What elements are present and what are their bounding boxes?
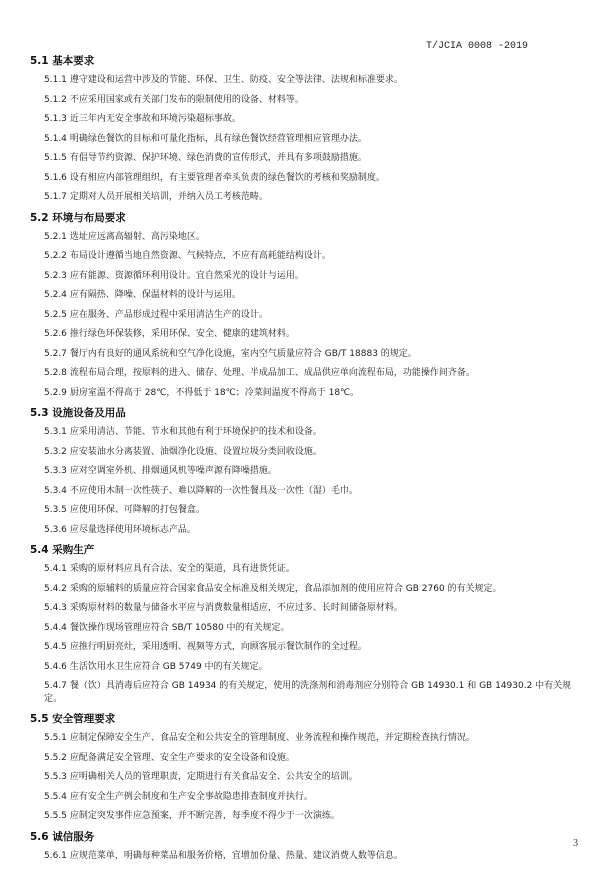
clause-5-5-2 <box>44 752 582 765</box>
clause-number: 5.2.9 <box>44 387 67 398</box>
clause-text: 应在服务、产品形成过程中采用清洁生产的设计。 <box>69 309 268 320</box>
clause-number: 5.2.2 <box>44 251 67 261</box>
clause-text: 应尽量选择使用环境标志产品。 <box>69 524 196 535</box>
clause-text: 采购原材料的数量与储备水平应与消费数量相适应，不应过多、长时间储备原材料。 <box>69 603 403 613</box>
section-heading: 5.3 设施设备及用品 <box>30 407 126 419</box>
clause-number: 5.1.2 <box>44 94 67 105</box>
clause-5-1-1 <box>44 74 582 87</box>
section-5-1 <box>30 54 582 204</box>
clause-5-1-4 <box>44 133 582 146</box>
clause-5-1-5 <box>44 152 582 165</box>
clause-5-2-2 <box>44 250 582 263</box>
clause-number: 5.1.6 <box>44 172 67 183</box>
clause-number: 5.1.4 <box>44 133 67 144</box>
clause-number: 5.5.3 <box>44 772 67 782</box>
clause-number: 5.2.3 <box>44 270 67 281</box>
section-5-2 <box>30 211 582 400</box>
clause-5-1-3 <box>44 113 582 126</box>
clause-number: 5.3.4 <box>44 485 67 496</box>
clause-5-4-3 <box>44 602 582 615</box>
clause-5-2-9 <box>44 387 582 400</box>
clause-text: 应对空调室外机、排烟通风机等噪声源有降噪措施。 <box>69 466 277 476</box>
document-code: T/JCIA 0008 -2019 <box>425 41 528 52</box>
clause-text: 应有安全生产例会制度和生产安全事故隐患排查制度并执行。 <box>69 791 313 802</box>
clause-text: 明确绿色餐饮的目标和可量化指标，具有绿色餐饮经营管理相应管理办法。 <box>69 133 367 144</box>
clause-5-3-2 <box>44 446 582 459</box>
clause-5-4-6 <box>44 661 582 674</box>
section-heading: 5.1 基本要求 <box>30 55 95 67</box>
clause-text: 餐厅内有良好的通风系统和空气净化设施，室内空气质量应符合 GB/T 18883 的规定。 <box>69 348 417 359</box>
clause-text: 应有能源、资源循环利用设计。宜自然采光的设计与运用。 <box>69 270 304 281</box>
clause-5-2-3 <box>44 270 582 283</box>
clause-number: 5.4.5 <box>44 642 67 652</box>
clause-5-1-6 <box>44 172 582 185</box>
clause-text: 应明确相关人员的管理职责，定期进行有关食品安全、公共安全的培训。 <box>69 772 358 782</box>
clause-5-4-4 <box>44 622 582 635</box>
clause-number: 5.6.1 <box>44 850 67 861</box>
clause-5-2-4 <box>44 289 582 302</box>
clause-text: 采购的原辅料的质量应符合国家食品安全标准及相关规定，食品添加剂的使用应符合 GB 2760 的有关规定。 <box>69 583 502 594</box>
clause-text: 餐饮操作现场管理应符合 SB/T 10580 中的有关规定。 <box>69 622 290 633</box>
clause-text: 设有相应内部管理组织，有主要管理者牵头负责的绿色餐饮的考核和奖励制度。 <box>69 172 385 183</box>
clause-text: 应推行明厨亮灶，采用透明、视频等方式，向顾客展示餐饮制作的全过程。 <box>69 642 367 652</box>
section-5-6 <box>30 830 582 863</box>
clause-5-3-6 <box>44 524 582 537</box>
clause-text: 应制定保障安全生产、食品安全和公共安全的管理制度、业务流程和操作规范，并定期检查执行情况。 <box>69 733 475 743</box>
clause-text: 应配备满足安全管理、安全生产要求的安全设备和设施。 <box>69 752 295 763</box>
clause-number: 5.4.6 <box>44 661 67 672</box>
clause-5-3-4 <box>44 485 582 498</box>
clause-5-4-5 <box>44 641 582 654</box>
clause-text: 应有隔热、降噪、保温材料的设计与运用。 <box>69 290 241 300</box>
document-body <box>30 54 582 869</box>
clause-number: 5.2.5 <box>44 309 67 320</box>
clause-number: 5.1.7 <box>44 192 67 202</box>
clause-5-2-1 <box>44 231 582 244</box>
clause-text: 应制定突发事件应急预案，并不断完善，每季度不得少于一次演练。 <box>69 811 340 821</box>
clause-number: 5.5.1 <box>44 733 67 743</box>
clause-text: 应安装油水分离装置、油烟净化设施、设置垃圾分类回收设施。 <box>69 446 322 457</box>
section-5-4 <box>30 543 582 705</box>
clause-5-2-7 <box>44 348 582 361</box>
clause-text: 遵守建设和运营中涉及的节能、环保、卫生、防疫、安全等法律、法规和标准要求。 <box>69 75 403 85</box>
clause-text: 定期对人员开展相关培训，并纳入员工考核范畴。 <box>69 192 268 202</box>
clause-5-4-7 <box>44 680 582 705</box>
clause-5-4-2 <box>44 583 582 596</box>
clause-text: 应规范菜单，明确每种菜品和服务价格，宜增加份量、热量、建议消费人数等信息。 <box>69 850 403 861</box>
clause-text: 应采用清洁、节能、节水和其他有利于环境保护的技术和设备。 <box>69 427 322 437</box>
clause-number: 5.4.7 <box>44 681 67 691</box>
clause-5-2-6 <box>44 328 582 341</box>
clause-number: 5.1.5 <box>44 153 67 163</box>
clause-number: 5.1.1 <box>44 75 67 85</box>
clause-5-5-5 <box>44 810 582 823</box>
clause-5-6-1 <box>44 850 582 863</box>
clause-number: 5.4.3 <box>44 603 67 613</box>
clause-text: 采购的原材料应具有合法、安全的渠道，具有进货凭证。 <box>69 564 295 574</box>
clause-text: 餐（饮）具消毒后应符合 GB 14934 的有关规定，使用的洗涤剂和消毒剂应分别符合 GB 14930.1 和 GB 14930.2 中有关规定。 <box>44 681 572 704</box>
clause-number: 5.5.2 <box>44 752 67 763</box>
clause-number: 5.4.4 <box>44 622 67 633</box>
clause-5-2-8 <box>44 367 582 380</box>
clause-number: 5.4.1 <box>44 564 67 574</box>
clause-number: 5.5.4 <box>44 791 67 802</box>
clause-number: 5.2.1 <box>44 231 67 242</box>
clause-text: 生活饮用水卫生应符合 GB 5749 中的有关规定。 <box>69 661 268 672</box>
clause-number: 5.4.2 <box>44 583 67 594</box>
section-heading: 5.4 采购生产 <box>30 544 95 556</box>
section-heading: 5.2 环境与布局要求 <box>30 211 126 224</box>
clause-number: 5.3.1 <box>44 427 67 437</box>
clause-text: 选址应远离高辐射、高污染地区。 <box>69 231 205 242</box>
clause-5-5-4 <box>44 791 582 804</box>
clause-text: 近三年内无安全事故和环境污染超标事故。 <box>69 114 241 124</box>
clause-5-3-1 <box>44 426 582 439</box>
clause-text: 有倡导节约资源、保护环境、绿色消费的宣传形式，并具有多项鼓励措施。 <box>69 153 367 163</box>
section-heading: 5.6 诚信服务 <box>30 830 95 843</box>
clause-text: 不应采用国家或有关部门发布的限制使用的设备、材料等。 <box>69 94 304 105</box>
clause-number: 5.3.6 <box>44 524 67 535</box>
clause-text: 推行绿色环保装修，采用环保、安全、健康的建筑材料。 <box>69 329 295 339</box>
clause-5-5-3 <box>44 771 582 784</box>
clause-text: 不应使用木制一次性筷子、难以降解的一次性餐具及一次性（湿）毛巾。 <box>69 485 358 496</box>
clause-number: 5.2.7 <box>44 348 67 359</box>
clause-number: 5.3.3 <box>44 466 67 476</box>
clause-text: 布局设计遵循当地自然资源、气候特点，不应有高耗能结构设计。 <box>69 251 331 261</box>
clause-5-5-1 <box>44 732 582 745</box>
clause-text: 应使用环保、可降解的打包餐盒。 <box>69 505 205 515</box>
clause-5-1-7 <box>44 191 582 204</box>
clause-number: 5.2.6 <box>44 329 67 339</box>
clause-5-2-5 <box>44 309 582 322</box>
clause-number: 5.3.2 <box>44 446 67 457</box>
clause-number: 5.2.8 <box>44 368 67 378</box>
clause-5-3-3 <box>44 465 582 478</box>
clause-text: 流程布局合理，按原料的进入、储存、处理、半成品加工、成品供应单向流程布局，功能操作间齐备。 <box>69 368 475 378</box>
clause-number: 5.5.5 <box>44 811 67 821</box>
clause-5-3-5 <box>44 504 582 517</box>
clause-number: 5.3.5 <box>44 505 67 515</box>
clause-text: 厨房室温不得高于 28℃，不得低于 18℃；冷菜间温度不得高于 18℃。 <box>69 387 360 398</box>
clause-number: 5.2.4 <box>44 290 67 300</box>
clause-5-1-2 <box>44 94 582 107</box>
clause-5-4-1 <box>44 563 582 576</box>
section-5-3 <box>30 406 582 536</box>
section-heading: 5.5 安全管理要求 <box>30 713 116 725</box>
page-number: 3 <box>573 838 578 849</box>
section-5-5 <box>30 712 582 823</box>
clause-number: 5.1.3 <box>44 114 67 124</box>
